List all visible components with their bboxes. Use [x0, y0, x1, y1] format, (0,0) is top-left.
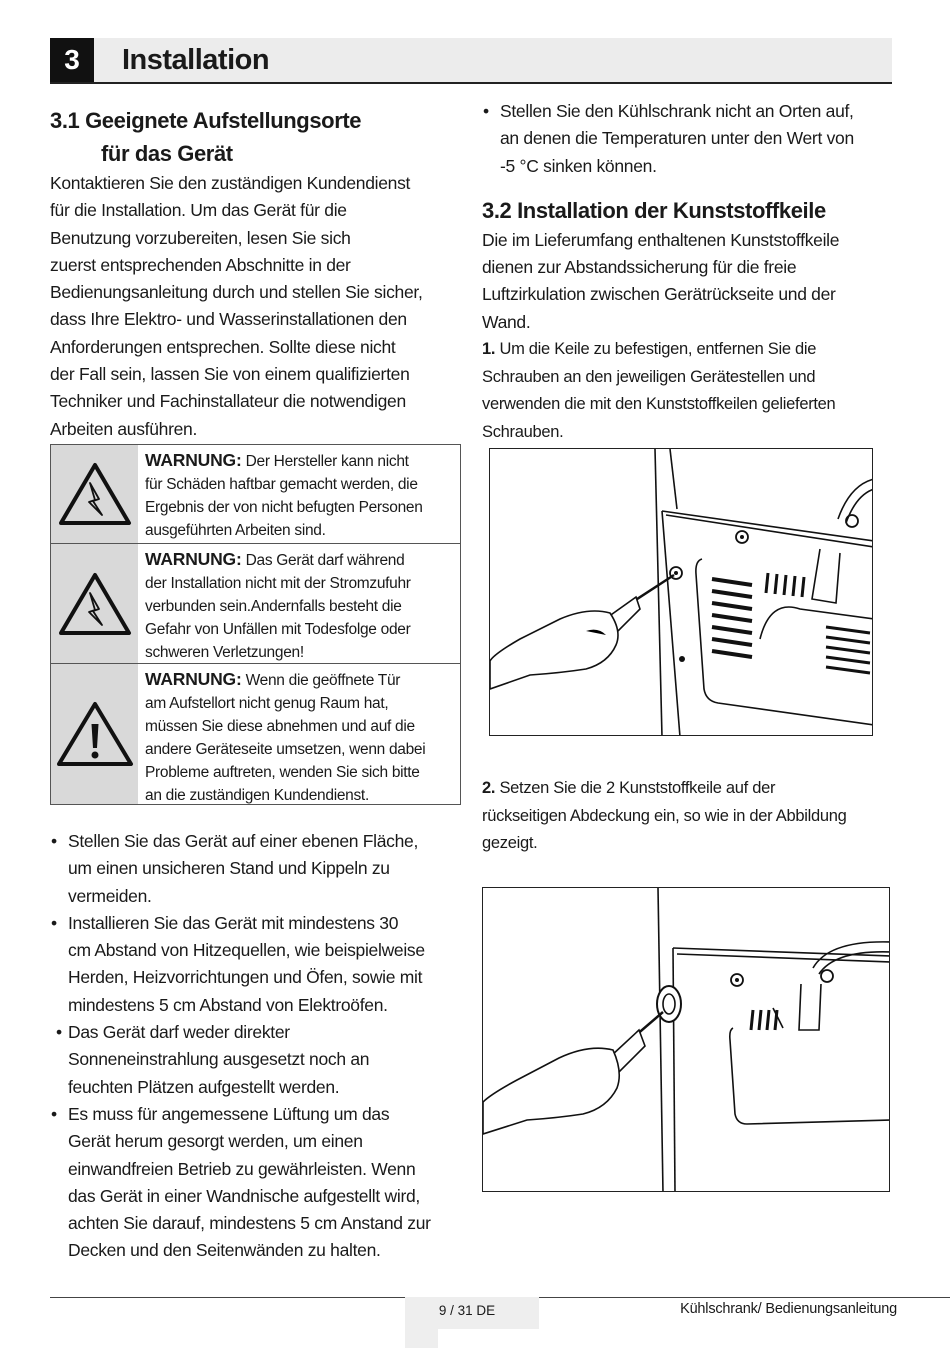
list-item: • Das Gerät darf weder direkter Sonneneinstrahlung ausgesetzt noch an feuchten Plätzen aufgestellt werden.: [50, 1019, 462, 1101]
bullet-dot: •: [483, 101, 489, 121]
warning-label: WARNUNG:: [145, 450, 242, 470]
warning-text: WARNUNG: Das Gerät darf während der Installation nicht mit der Stromzufuhr verbunden sein.Andernfalls besteht die Gefahr von Unfällen mit Todesfolge oder schweren Verletzungen!: [145, 549, 411, 661]
section-heading-line-2: für das Gerät: [101, 141, 233, 166]
general-warning-icon: [56, 700, 134, 768]
intro-line: zuerst entsprechenden Abschnitte in der: [50, 254, 351, 275]
bullet-dot: •: [51, 1103, 57, 1124]
intro-line: der Fall sein, lassen Sie von einem qualifizierten: [50, 364, 410, 385]
warning-label: WARNUNG:: [145, 669, 242, 689]
chapter-title: Installation: [122, 44, 270, 76]
warning-row: [51, 445, 460, 543]
page-number-box-tab: [405, 1329, 438, 1348]
section-heading: 3.2 Installation der Kunststoffkeile: [482, 197, 826, 223]
intro-paragraph: [50, 170, 462, 443]
warning-table: [50, 444, 461, 805]
step-2: 2. Setzen Sie die 2 Kunststoffkeile auf der rückseitigen Abdeckung ein, so wie in der Abbildung gezeigt.: [482, 779, 847, 852]
list-item: • Stellen Sie den Kühlschrank nicht an Orten auf, an denen die Temperaturen unter den Wert von -5 °C sinken können.: [482, 98, 892, 180]
page-number: 9 / 31 DE: [438, 1303, 496, 1318]
placement-bullet-list: [50, 828, 462, 1265]
wedge-intro-paragraph: Die im Lieferumfang enthaltenen Kunststoffkeile dienen zur Abstandssicherung für die freie Luftzirkulation zwischen Gerätrückseite und der Wand.: [482, 229, 840, 332]
bullet-dot: •: [51, 831, 57, 851]
intro-line: Benutzung vorzubereiten, lesen Sie sich: [50, 227, 351, 248]
fridge-back-wedge-illustration: [483, 888, 890, 1192]
list-item: • Stellen Sie das Gerät auf einer ebenen Fläche, um einen unsicheren Stand und Kippeln zu vermeiden.: [50, 828, 462, 910]
warning-label: WARNUNG:: [145, 549, 242, 569]
chapter-header: [50, 38, 892, 84]
step-number: 1.: [482, 340, 496, 359]
intro-line: für die Installation. Um das Gerät für die: [50, 200, 347, 221]
right-column: [482, 98, 892, 446]
wedge-insertion-illustration: [482, 887, 890, 1192]
warning-text: WARNUNG: Der Hersteller kann nicht für Schäden haftbar gemacht werden, die Ergebnis der von nicht befugten Personen ausgeführten Arbeiten sind.: [145, 450, 423, 539]
step-number: 2.: [482, 779, 496, 797]
chapter-number: 3: [50, 38, 94, 82]
list-item: • Es muss für angemessene Lüftung um das Gerät herum gesorgt werden, um einen einwandfreien Betrieb zu gewährleisten. Wenn das Gerät in einer Wandnische aufgestellt wird, achten Sie darauf, mindestens 5 cm Anstand zur Decken und den Seitenwänden zu halten.: [50, 1101, 462, 1265]
electric-hazard-icon: [58, 461, 132, 527]
document-title: Kühlschrank/ Bedienungsanleitung: [680, 1301, 897, 1317]
warning-row: [51, 543, 460, 663]
section-3-1: [50, 104, 462, 443]
intro-line: Techniker und Fachinstallateur die notwendigen: [50, 391, 406, 412]
warning-row: [51, 663, 460, 804]
step-1: 1. Um die Keile zu befestigen, entfernen Sie die Schrauben an den jeweiligen Gerätestellen und verwenden die mit den Kunststoffkeilen gelieferten Schrauben.: [482, 340, 836, 441]
screw-removal-illustration: [489, 448, 873, 736]
intro-line: Arbeiten ausführen.: [50, 418, 198, 439]
intro-line: Anforderungen entsprechen. Sollte diese nicht: [50, 336, 396, 357]
electric-hazard-icon: [58, 571, 132, 637]
bullet-dot: •: [56, 1022, 62, 1043]
bullet-dot: •: [51, 912, 57, 933]
list-item: • Installieren Sie das Gerät mit mindestens 30 cm Abstand von Hitzequellen, wie beispielweise Herden, Heizvorrichtungen und Öfen, sowie mit mindestens 5 cm Abstand von Elektroöfen.: [50, 910, 462, 1019]
intro-line: Kontaktieren Sie den zuständigen Kundendienst: [50, 173, 411, 193]
warning-text: WARNUNG: Wenn die geöffnete Tür am Aufstellort nicht genug Raum hat, müssen Sie diese abnehmen und auf die andere Geräteseite umsetzen, wenn dabei Probleme auftreten, wenden Sie sich bitte an die zuständigen Kundendienst.: [145, 669, 426, 804]
intro-line: dass Ihre Elektro- und Wasserinstallationen den: [50, 309, 407, 330]
intro-line: Bedienungsanleitung durch und stellen Sie sicher,: [50, 282, 423, 303]
section-heading-line-1: 3.1 Geeignete Aufstellungsorte: [50, 108, 362, 133]
section-heading: [50, 104, 462, 170]
fridge-back-screw-illustration: [490, 449, 873, 736]
